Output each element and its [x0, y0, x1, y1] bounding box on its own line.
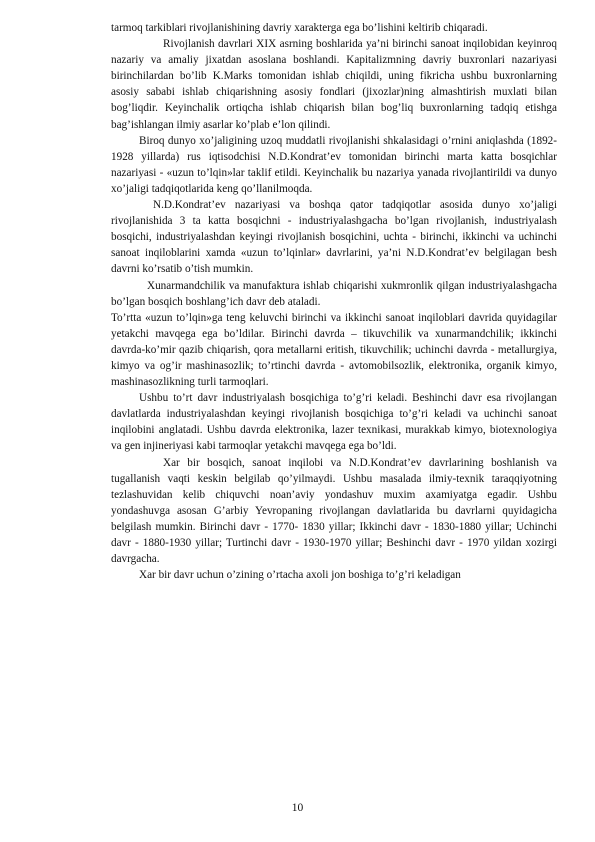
paragraph-9: Xar bir davr uchun o’zining o’rtacha axoli jon boshiga to’g’ri keladigan	[139, 569, 461, 582]
paragraph-7: Ushbu to’rt davr industriyalash bosqichiga to’g’ri keladi. Beshinchi davr esa rivojlangan davlatlarda industriyalashdan keyingi rivojlanish bosqichiga to’g’ri keladi va uchinchi sanoat inqilobini anglatadi. Ushbu davrda elektronika, lazer texnikasi, murakkab kimyo, biotexnologiya va gen injineriyasi kabi tarmoqlar yetakchi mavqega ega bo’ldi.	[111, 392, 557, 453]
paragraph-4: N.D.Kondrat’ev nazariyasi va boshqa qator tadqiqotlar asosida dunyo xo’jaligi rivojlanishida 3 ta katta bosqichni - industriyalashgacha bo’lgan rivojlanish, industriyalash bosqichi, industriyalashdan keyingi rivojlanish bosqichini, uchta - birinchi, ikkinchi va uchinchi sanoat inqiloblarini xamda «uzun to’lqinlar» davrlarini, ya’ni N.D.Kondrat’ev belgilagan besh davrni ko’rsatib o’tish mumkin.	[111, 199, 557, 276]
paragraph-1: tarmoq tarkiblari rivojlanishining davriy xarakterga ega bo’lishini keltirib chiqaradi.	[111, 22, 488, 34]
paragraph-2: Rivojlanish davrlari XIX asrning boshlarida ya’ni birinchi sanoat inqilobidan keyinroq nazariy va amaliy jixatdan asoslana boshlandi. Kapitalizmning davriy buxronlari nazariyasi birinchilardan bo’lib K.Marks tomonidan ishlab chiqildi, uning fikricha ushbu buxronlarning asosiy sababi ishlab chiqarishning asosiy fondlari (jixozlar)ning almashtirish muxlati bilan bog’liqdir. Keyinchalik ortiqcha ishlab chiqarish bilan bog’liq buxronlarning tadqiq etishga bag’ishlangan ilmiy asarlar ko’plab e’lon qilindi.	[111, 38, 557, 131]
document-page	[111, 20, 557, 583]
page-number: 10	[291, 802, 304, 814]
paragraph-8: Xar bir bosqich, sanoat inqilobi va N.D.Kondrat’ev davrlarining boshlanish va tugallanish vaqti keskin belgilab qo’yilmaydi. Ushbu masalada ilmiy-texnik taraqqiyotning tezlashuvidan kelib chiquvchi noan’aviy yondashuv muxim axamiyatga egadir. Ushbu yondashuvga asosan G’arbiy Yevropaning rivojlangan davlatlarida bu davrlarni quyidagicha belgilash mumkin. Birinchi davr - 1770- 1830 yillar; Ikkinchi davr - 1830-1880 yillar; Uchinchi davr - 1880-1930 yillar; Turtinchi davr - 1930-1970 yillar; Beshinchi davr - 1970 yildan xozirgi davrgacha.	[111, 456, 557, 566]
paragraph-6: To’rtta «uzun to’lqin»ga teng keluvchi birinchi va ikkinchi sanoat inqiloblari davrida quyidagilar yetakchi mavqega ega bo’ldilar. Birinchi davrda – tikuvchilik va xunarmandchilik; ikkinchi davrda-ko’mir qazib chiqarish, qora metallarni eritish, tikuvchilik; uchinchi davrda - metallurgiya, kimyo va og’ir mashinasozlik; to’rtinchi davrda - avtomobilsozlik, elektronika, organik kimyo, mashinasozlikning turli tarmoqlari.	[111, 311, 557, 389]
paragraph-3: Biroq dunyo xo’jaligining uzoq muddatli rivojlanishi shkalasidagi o’rnini aniqlashda (1892-1928 yillarda) rus iqtisodchisi N.D.Kondrat’ev tomonidan birinchi marta katta bosqichlar nazariyasi - «uzun to’lqin»lar taklif etildi. Keyinchalik bu nazariya yanada rivojlantirildi va dunyo xo’jaligi tadqiqotlarida keng qo’llanilmoqda.	[111, 134, 557, 195]
paragraph-5: Xunarmandchilik va manufaktura ishlab chiqarishi xukmronlik qilgan industriyalashgacha bo’lgan bosqich boshlang’ich davr deb ataladi.	[111, 279, 557, 308]
